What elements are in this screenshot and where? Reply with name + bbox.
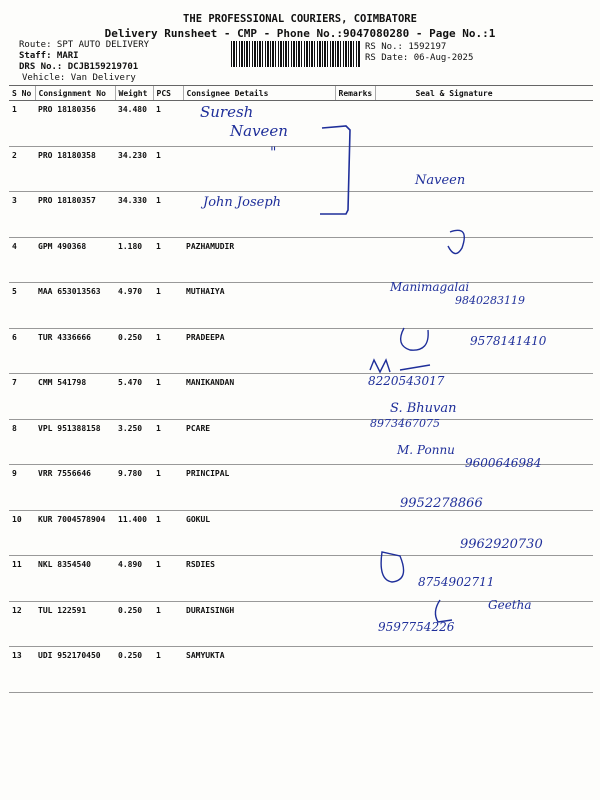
- col-remarks: Remarks: [335, 86, 375, 101]
- handwritten-naveen: Naveen: [230, 122, 288, 140]
- sno-cell: 7: [9, 374, 35, 420]
- handwritten-phone-9: 8973467075: [370, 417, 440, 430]
- handwritten-geetha: Geetha: [488, 598, 532, 612]
- consignment-cell: GPM 490368: [35, 237, 115, 283]
- weight-cell: 4.890: [115, 556, 153, 602]
- consignment-cell: PRO 18180358: [35, 146, 115, 192]
- consignment-cell: PRO 18180356: [35, 101, 115, 147]
- consignee-cell: MUTHAIYA: [183, 283, 335, 329]
- pcs-cell: 1: [153, 647, 183, 693]
- remarks-cell: [335, 237, 375, 283]
- consignee-cell: PCARE: [183, 419, 335, 465]
- consignee-cell: PAZHAMUDIR: [183, 237, 335, 283]
- handwritten-manimagalai: Manimagalai: [390, 280, 470, 294]
- consignment-cell: UDI 952170450: [35, 647, 115, 693]
- table-row: [9, 146, 593, 192]
- weight-cell: 0.250: [115, 601, 153, 647]
- sno-cell: 4: [9, 237, 35, 283]
- remarks-cell: [335, 192, 375, 238]
- remarks-cell: [335, 419, 375, 465]
- handwritten-phone-13a: 8754902711: [418, 575, 495, 589]
- table-row: [9, 101, 593, 147]
- handwritten-phone-7: 9578141410: [470, 334, 547, 348]
- handwritten-john: John Joseph: [203, 195, 282, 210]
- sno-cell: 5: [9, 283, 35, 329]
- rs-date: RS Date: 06-Aug-2025: [365, 53, 474, 63]
- sno-cell: 6: [9, 328, 35, 374]
- sno-cell: 10: [9, 510, 35, 556]
- handwritten-phone-12: 9962920730: [460, 537, 543, 552]
- pcs-cell: 1: [153, 101, 183, 147]
- consignee-cell: PRINCIPAL: [183, 465, 335, 511]
- col-consignment: Consignment No: [35, 86, 115, 101]
- col-consignee: Consignee Details: [183, 86, 335, 101]
- pcs-cell: 1: [153, 601, 183, 647]
- weight-cell: 34.230: [115, 146, 153, 192]
- table-row: [9, 556, 593, 602]
- remarks-cell: [335, 510, 375, 556]
- consignment-cell: TUL 122591: [35, 601, 115, 647]
- col-pcs: PCS: [153, 86, 183, 101]
- sno-cell: 8: [9, 419, 35, 465]
- pcs-cell: 1: [153, 419, 183, 465]
- handwritten-phone-6: 9840283119: [455, 294, 525, 307]
- consignment-cell: NKL 8354540: [35, 556, 115, 602]
- signature-cell: [375, 237, 593, 283]
- consignee-cell: DURAISINGH: [183, 601, 335, 647]
- weight-cell: 34.330: [115, 192, 153, 238]
- handwritten-m-ponnu: M. Ponnu: [397, 443, 455, 457]
- consignment-cell: TUR 4336666: [35, 328, 115, 374]
- pcs-cell: 1: [153, 374, 183, 420]
- weight-cell: 5.470: [115, 374, 153, 420]
- table-row: [9, 374, 593, 420]
- consignee-cell: RSDIES: [183, 556, 335, 602]
- weight-cell: 0.250: [115, 647, 153, 693]
- weight-cell: 9.780: [115, 465, 153, 511]
- signature-cell: [375, 146, 593, 192]
- remarks-cell: [335, 601, 375, 647]
- consignment-cell: PRO 18180357: [35, 192, 115, 238]
- weight-cell: 34.480: [115, 101, 153, 147]
- handwritten-s-bhuvan: S. Bhuvan: [390, 401, 457, 416]
- sno-cell: 13: [9, 647, 35, 693]
- sno-cell: 12: [9, 601, 35, 647]
- pcs-cell: 1: [153, 237, 183, 283]
- consignee-cell: SAMYUKTA: [183, 647, 335, 693]
- handwritten-phone-8: 8220543017: [368, 374, 445, 388]
- handwritten-phone-11: 9952278866: [400, 496, 483, 511]
- sno-cell: 3: [9, 192, 35, 238]
- weight-cell: 4.970: [115, 283, 153, 329]
- consignment-cell: MAA 653013563: [35, 283, 115, 329]
- pcs-cell: 1: [153, 328, 183, 374]
- consignment-cell: VPL 951388158: [35, 419, 115, 465]
- remarks-cell: [335, 465, 375, 511]
- signature-cell: [375, 101, 593, 147]
- pcs-cell: 1: [153, 556, 183, 602]
- staff-label: Staff: MARI: [19, 51, 79, 61]
- weight-cell: 1.180: [115, 237, 153, 283]
- signature-cell: [375, 192, 593, 238]
- vehicle-label: Vehicle: Van Delivery: [22, 73, 136, 83]
- pcs-cell: 1: [153, 510, 183, 556]
- signature-cell: [375, 647, 593, 693]
- table-row: [9, 647, 593, 693]
- table-row: [9, 465, 593, 511]
- sno-cell: 2: [9, 146, 35, 192]
- drs-label: DRS No.: DCJB159219701: [19, 62, 139, 72]
- handwritten-phone-10: 9600646984: [465, 456, 542, 470]
- consignee-cell: GOKUL: [183, 510, 335, 556]
- table-row: [9, 237, 593, 283]
- handwritten-phone-13b: 9597754226: [378, 620, 455, 634]
- pcs-cell: 1: [153, 283, 183, 329]
- consignee-cell: MANIKANDAN: [183, 374, 335, 420]
- rs-number: RS No.: 1592197: [365, 42, 447, 52]
- remarks-cell: [335, 101, 375, 147]
- consignee-cell: [183, 146, 335, 192]
- consignment-cell: CMM 541798: [35, 374, 115, 420]
- consignee-cell: PRADEEPA: [183, 328, 335, 374]
- weight-cell: 0.250: [115, 328, 153, 374]
- col-sno: S No: [9, 86, 35, 101]
- sno-cell: 11: [9, 556, 35, 602]
- remarks-cell: [335, 146, 375, 192]
- pcs-cell: 1: [153, 146, 183, 192]
- barcode: [231, 41, 361, 67]
- route-label: Route: SPT AUTO DELIVERY: [19, 40, 150, 50]
- handwritten-suresh: Suresh: [200, 103, 254, 121]
- consignment-cell: KUR 7004578904: [35, 510, 115, 556]
- weight-cell: 11.400: [115, 510, 153, 556]
- remarks-cell: [335, 647, 375, 693]
- runsheet-title: Delivery Runsheet - CMP - Phone No.:9047080280 - Page No.:1: [104, 27, 496, 40]
- pcs-cell: 1: [153, 465, 183, 511]
- col-signature: Seal & Signature: [375, 86, 593, 101]
- col-weight: Weight: [115, 86, 153, 101]
- sno-cell: 9: [9, 465, 35, 511]
- signature-naveen: Naveen: [415, 173, 466, 188]
- handwritten-ditto: ": [270, 145, 277, 161]
- remarks-cell: [335, 283, 375, 329]
- pcs-cell: 1: [153, 192, 183, 238]
- table-header-row: [9, 86, 593, 101]
- remarks-cell: [335, 328, 375, 374]
- table-row: [9, 192, 593, 238]
- sno-cell: 1: [9, 101, 35, 147]
- weight-cell: 3.250: [115, 419, 153, 465]
- company-title: THE PROFESSIONAL COURIERS, COIMBATORE: [183, 13, 417, 25]
- remarks-cell: [335, 556, 375, 602]
- consignment-cell: VRR 7556646: [35, 465, 115, 511]
